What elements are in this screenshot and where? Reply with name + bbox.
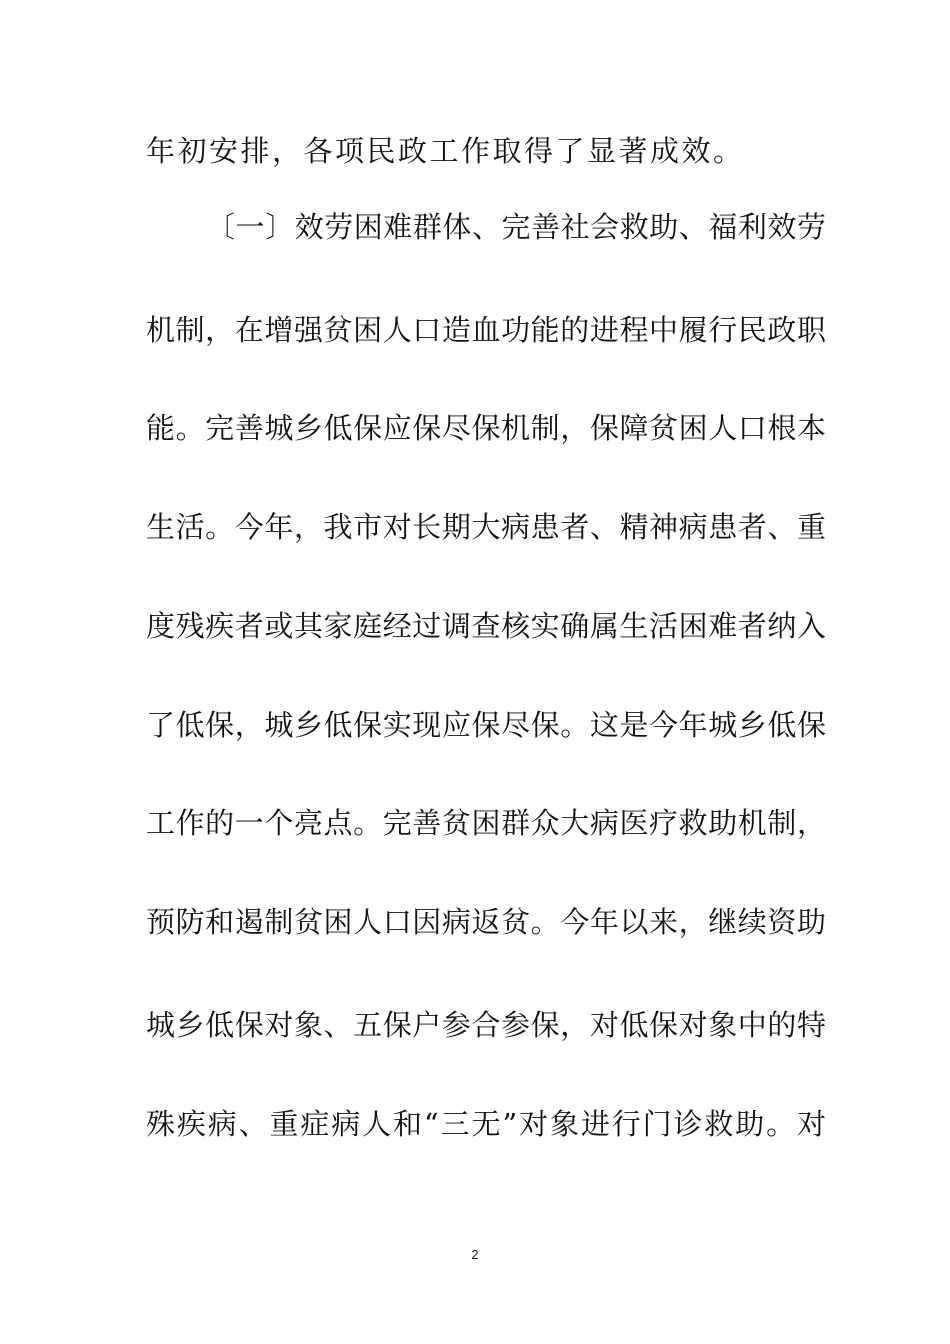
text-line-9: 预防和遏制贫困人口因病返贫。今年以来，继续资助 — [146, 905, 826, 939]
text-line-6: 度残疾者或其家庭经过调查核实确属生活困难者纳入 — [146, 609, 826, 643]
text-line-5: 生活。今年，我市对长期大病患者、精神病患者、重 — [146, 510, 826, 544]
text-line-7: 了低保，城乡低保实现应保尽保。这是今年城乡低保 — [146, 708, 826, 742]
text-line-11: 殊疾病、重症病人和“三无”对象进行门诊救助。对 — [146, 1107, 826, 1141]
page-number: 2 — [471, 1247, 479, 1262]
text-line-10: 城乡低保对象、五保户参合参保，对低保对象中的特 — [146, 1008, 826, 1042]
section-heading-line: 〔一〕效劳困难群体、完善社会救助、福利效劳 — [206, 210, 826, 244]
text-line-8: 工作的一个亮点。完善贫困群众大病医疗救助机制， — [146, 806, 826, 840]
text-line-4: 能。完善城乡低保应保尽保机制，保障贫困人口根本 — [146, 411, 826, 445]
text-line-1: 年初安排，各项民政工作取得了显著成效。 — [146, 134, 745, 168]
text-line-3: 机制，在增强贫困人口造血功能的进程中履行民政职 — [146, 313, 826, 347]
